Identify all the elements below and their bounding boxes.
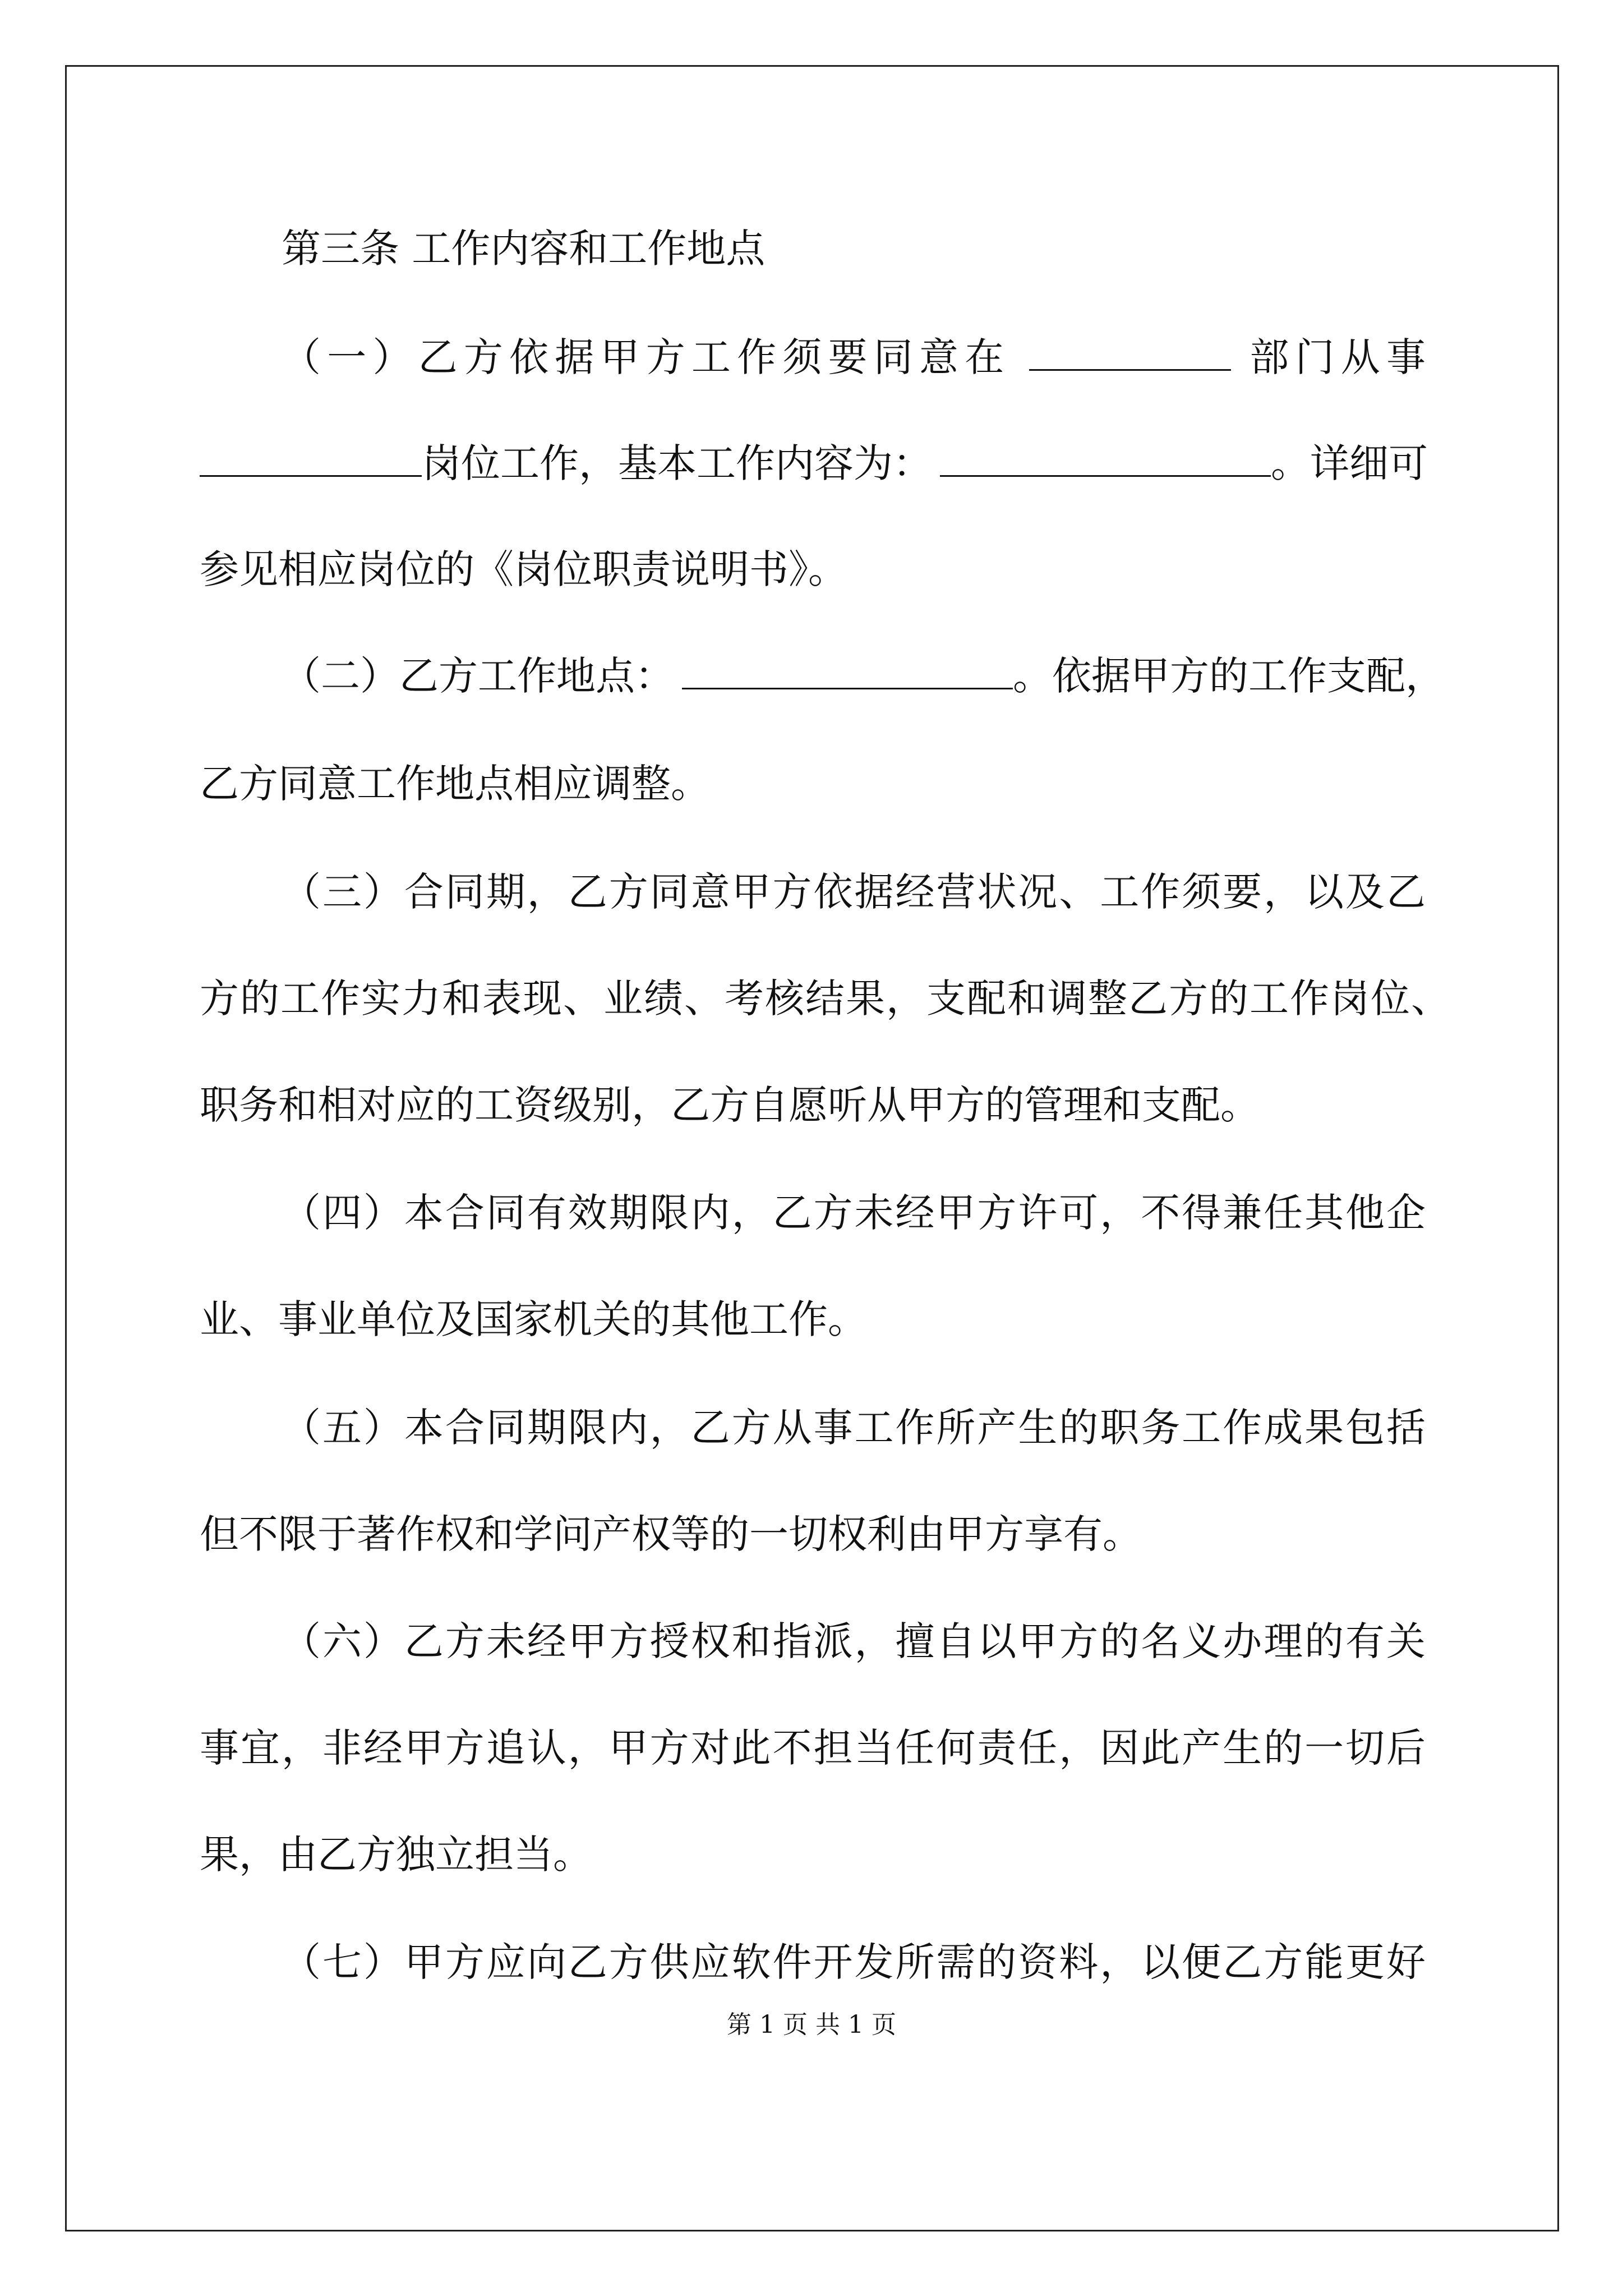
para1-line1	[282, 332, 1426, 383]
department-blank	[1029, 333, 1231, 371]
para5-line1: （五）本合同期限内，乙方从事工作所产生的职务工作成果包括	[282, 1405, 1426, 1451]
para1-line2-text-a: 岗位工作，基本工作内容为：	[422, 440, 932, 486]
work-content-blank	[940, 439, 1271, 477]
para3-line1: （三）合同期，乙方同意甲方依据经营状况、工作须要，以及乙	[282, 869, 1426, 915]
para2-line1-text-a: （二）乙方工作地点：	[282, 653, 674, 699]
para6-line3: 果，由乙方独立担当。	[200, 1832, 592, 1878]
position-blank	[200, 439, 422, 477]
para4-line1: （四）本合同有效期限内，乙方未经甲方许可，不得兼任其他企	[282, 1190, 1426, 1236]
para3-line3: 职务和相对应的工资级别，乙方自愿听从甲方的管理和支配。	[200, 1082, 1260, 1128]
para3-line2: 方的工作实力和表现、业绩、考核结果，支配和调整乙方的工作岗位、	[200, 976, 1450, 1022]
para2-line2: 乙方同意工作地点相应调整。	[200, 761, 710, 807]
para2-line1	[282, 651, 1445, 701]
para2-line1-text-b: 。依据甲方的工作支配，	[1013, 653, 1445, 699]
page-number-footer: 第 1 页 共 1 页	[727, 2010, 896, 2039]
para1-line1-text-b: 部门从事	[1249, 334, 1426, 380]
page-border	[65, 65, 1559, 2231]
para1-line2	[200, 438, 1428, 489]
section-heading: 第三条 工作内容和工作地点	[282, 226, 766, 272]
para1-line2-text-b: 。详细可	[1271, 440, 1428, 486]
work-location-blank	[682, 652, 1013, 689]
para4-line2: 业、事业单位及国家机关的其他工作。	[200, 1296, 867, 1342]
para7-line1: （七）甲方应向乙方供应软件开发所需的资料，以便乙方能更好	[282, 1939, 1426, 1985]
para1-line3: 参见相应岗位的《岗位职责说明书》。	[200, 546, 847, 592]
para6-line2: 事宜，非经甲方追认，甲方对此不担当任何责任，因此产生的一切后	[200, 1725, 1426, 1771]
para1-line1-text-a: （一）乙方依据甲方工作须要同意在	[282, 334, 1011, 380]
para6-line1: （六）乙方未经甲方授权和指派，擅自以甲方的名义办理的有关	[282, 1618, 1426, 1664]
para5-line2: 但不限于著作权和学问产权等的一切权利由甲方享有。	[200, 1511, 1142, 1557]
